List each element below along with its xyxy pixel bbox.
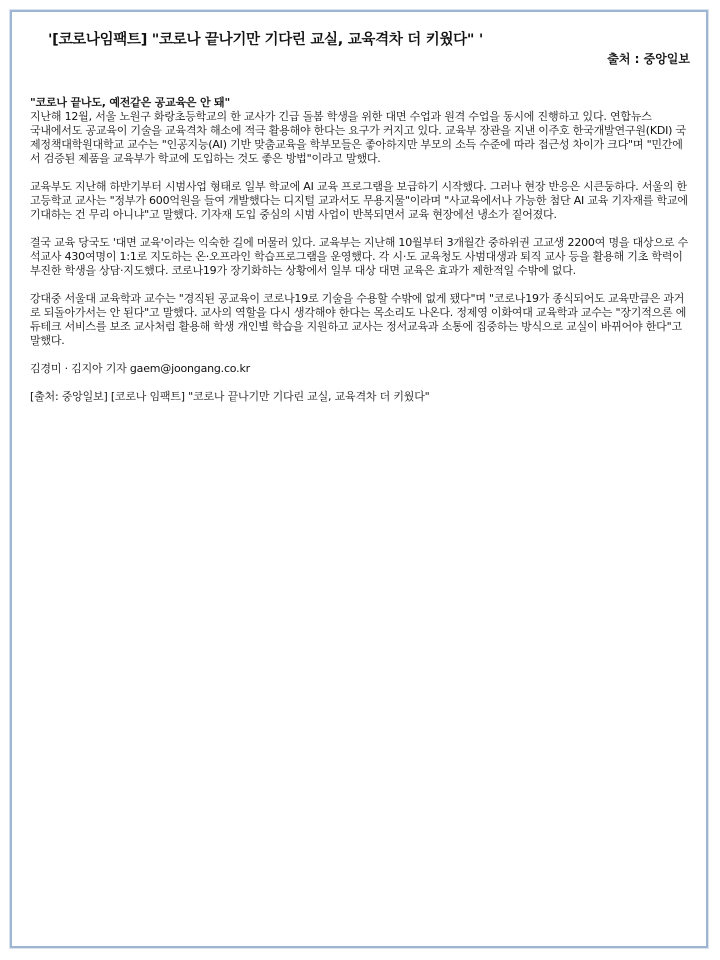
article-body [30, 96, 690, 404]
paragraph-1: 국내에서도 공교육이 기술을 교육격차 해소에 적극 활용해야 한다는 요구가 커지고 있다. 교육부 장관을 지낸 이주호 한국개발연구원(KDI) 국제정책대학원대학교 교수는 "인공지능(AI) 기반 맞춤교육을 학부모들은 좋아하지만 부모의 소득 수준에 따라 접근성 차이가 크다"며 "민간에서 검증된 제품을 교육부가 학교에 도입하는 것도 좋은 방법"이라고 말했다. [30, 124, 686, 165]
photo-caption: 지난해 12월, 서울 노원구 화랑초등학교의 한 교사가 긴급 돌봄 학생을 위한 대면 수업과 원격 수업을 동시에 진행하고 있다. 연합뉴스 [30, 110, 652, 123]
article-subhead: "코로나 끝나도, 예전같은 공교육은 안 돼" [30, 96, 231, 109]
citation: [출처: 중앙일보] [코로나 임팩트] "코로나 끝나기만 기다린 교실, 교육격차 더 키웠다" [30, 390, 430, 403]
paragraph-4: 강대중 서울대 교육학과 교수는 "경직된 공교육이 코로나19로 기술을 수용할 수밖에 없게 됐다"며 "코로나19가 종식되어도 교육만큼은 과거로 되돌아가서는 안 된다"고 말했다. 교사의 역할을 다시 생각해야 한다는 목소리도 나온다. 정제영 이화여대 교육학과 교수는 "장기적으론 에듀테크 서비스를 보조 교사처럼 활용해 학생 개인별 학습을 지원하고 교사는 정서교육과 소통에 집중하는 방식으로 교실이 바뀌어야 한다"고 말했다. [30, 292, 687, 347]
article-title: '[코로나임팩트] "코로나 끝나기만 기다린 교실, 교육격차 더 키웠다" ' [48, 32, 484, 48]
paragraph-3: 결국 교육 당국도 '대면 교육'이라는 익숙한 길에 머물러 있다. 교육부는 지난해 10월부터 3개월간 중하위권 고교생 2200여 명을 대상으로 수석교사 430여명이 1:1로 지도하는 온·오프라인 학습프로그램을 운영했다. 각 시·도 교육청도 사범대생과 퇴직 교사 등을 활용해 기초 학력이 부진한 학생을 상담·지도했다. 코로나19가 장기화하는 상황에서 일부 대상 대면 교육은 효과가 제한적일 수밖에 없다. [30, 236, 689, 277]
source-label: 출처 : 중앙일보 [607, 52, 690, 66]
byline: 김경미 · 김지아 기자 gaem@joongang.co.kr [30, 362, 250, 375]
paragraph-2: 교육부도 지난해 하반기부터 시범사업 형태로 일부 학교에 AI 교육 프로그램을 보급하기 시작했다. 그러나 현장 반응은 시큰둥하다. 서울의 한 고등학교 교사는 "정부가 600억원을 들여 개발했다는 디지털 교과서도 무용지물"이라며 "사교육에서나 가능한 첨단 AI 교육 기자재를 학교에 기대하는 건 무리 아니냐"고 말했다. 기자재 도입 중심의 시범 사업이 반복되면서 교육 현장에선 냉소가 짙어졌다. [30, 180, 688, 221]
